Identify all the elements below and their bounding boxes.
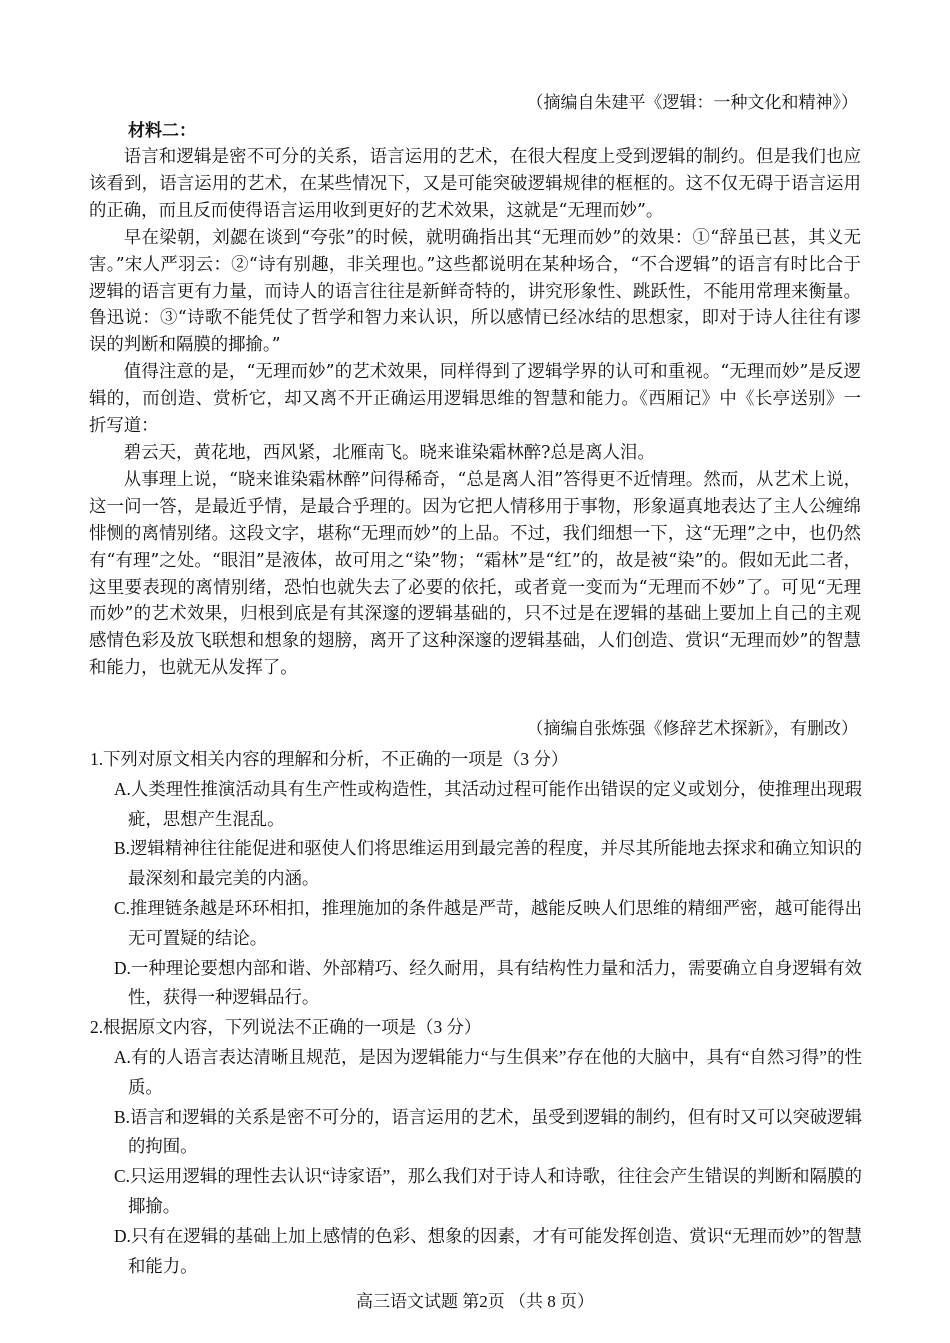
question-1-option-b: B.逻辑精神往往能促进和驱使人们将思维运用到最完善的程度，并尽其所能地去探求和确立知识的最深刻和最完美的内涵。: [114, 838, 862, 889]
question-2-option-c: C.只运用逻辑的理性去认识“诗家语”，那么我们对于诗人和诗歌，往往会产生错误的判断和隔膜的揶揄。: [114, 1166, 862, 1216]
question-2-option-d: D.只有在逻辑的基础上加上感情的色彩、想象的因素，才有可能发挥创造、赏识“无理而妙”的智慧和能力。: [114, 1225, 862, 1276]
question-2-option-a: A.有的人语言表达清晰且规范，是因为逻辑能力“与生俱来”存在他的大脑中，具有“自然习得”的性质。: [114, 1046, 862, 1097]
page-footer: 高三语文试题 第2页 （共 8 页）: [356, 1292, 594, 1311]
passage: [89, 144, 861, 682]
material-label: 材料二：: [128, 121, 196, 140]
passage-paragraph: 碧云天，黄花地，西风紧，北雁南飞。晓来谁染霜林醉?总是离人泪。: [123, 442, 655, 463]
source-citation-2: （摘编自张炼强《修辞艺术探新》，有删改）: [526, 719, 858, 739]
question-1-stem: 1.下列对原文相关内容的理解和分析，不正确的一项是（3 分）: [90, 749, 569, 769]
question-1-option-c: C.推理链条越是环环相扣，推理施加的条件越是严苛，越能反映人们思维的精细严密，越可能得出无可置疑的结论。: [114, 897, 862, 948]
question-2-option-b: B.语言和逻辑的关系是密不可分的，语言运用的艺术，虽受到逻辑的制约，但有时又可以突破逻辑的拘囿。: [114, 1106, 862, 1157]
passage-paragraph: 从事理上说，“晓来谁染霜林醉”问得稀奇，“总是离人泪”答得更不近情理。然而，从艺术上说，这一问一答，是最近乎情，是最合乎理的。因为它把人情移用于事物，形象逼真地表达了主人公缠绵悱恻的离情别绪。这段文字，堪称“无理而妙”的上品。不过，我们细想一下，这“无理”之中，也仍然有“有理”之处。“眼泪”是液体，故可用之“染”物；“霜林”是“红”的，故是被“染”的。假如无此二者，这里要表现的离情别绪，恐怕也就失去了必要的依托，或者竟一变而为“无理而不妙”了。可见“无理而妙”的艺术效果，归根到底是有其深邃的逻辑基础的，只不过是在逻辑的基础上要加上自己的主观感情色彩及放飞联想和想象的翅膀，离开了这种深邃的逻辑基础，人们创造、赏识“无理而妙”的智慧和能力，也就无从发挥了。: [89, 469, 861, 679]
passage-paragraph: 早在梁朝，刘勰在谈到“夸张”的时候，就明确指出其“无理而妙”的效果：①“辞虽已甚，其义无害。”宋人严羽云：②“诗有别趣，非关理也。”这些都说明在某种场合，“不合逻辑”的语言有时比合于逻辑的语言更有力量，而诗人的语言往往是新鲜奇特的，讲究形象性、跳跃性，不能用常理来衡量。鲁迅说：③“诗歌不能凭仗了哲学和智力来认识，所以感情已经冰结的思想家，即对于诗人往往有谬误的判断和隔膜的揶揄。”: [89, 227, 861, 356]
question-1-option-a: A.人类理性推演活动具有生产性或构造性，其活动过程可能作出错误的定义或划分，使推理出现瑕疵，思想产生混乱。: [114, 778, 862, 829]
passage-paragraph: 值得注意的是，“无理而妙”的艺术效果，同样得到了逻辑学界的认可和重视。“无理而妙”是反逻辑的，而创造、赏析它，却又离不开正确运用逻辑思维的智慧和能力。《西厢记》中《长亭送别》一折写道：: [89, 362, 861, 437]
question-1-option-d: D.一种理论要想内部和谐、外部精巧、经久耐用，具有结构性力量和活力，需要确立自身逻辑有效性，获得一种逻辑品行。: [114, 957, 862, 1008]
questions-section: [90, 745, 862, 1281]
source-citation-1: （摘编自朱建平《逻辑：一种文化和精神》）: [526, 93, 858, 113]
question-2-stem: 2.根据原文内容，下列说法不正确的一项是（3 分）: [90, 1017, 482, 1038]
passage-paragraph: 语言和逻辑是密不可分的关系，语言运用的艺术，在很大程度上受到逻辑的制约。但是我们也应该看到，语言运用的艺术，在某些情况下，又是可能突破逻辑规律的框框的。这不仅无碍于语言运用的正确，而且反而使得语言运用收到更好的艺术效果，这就是“无理而妙”。: [89, 147, 861, 221]
